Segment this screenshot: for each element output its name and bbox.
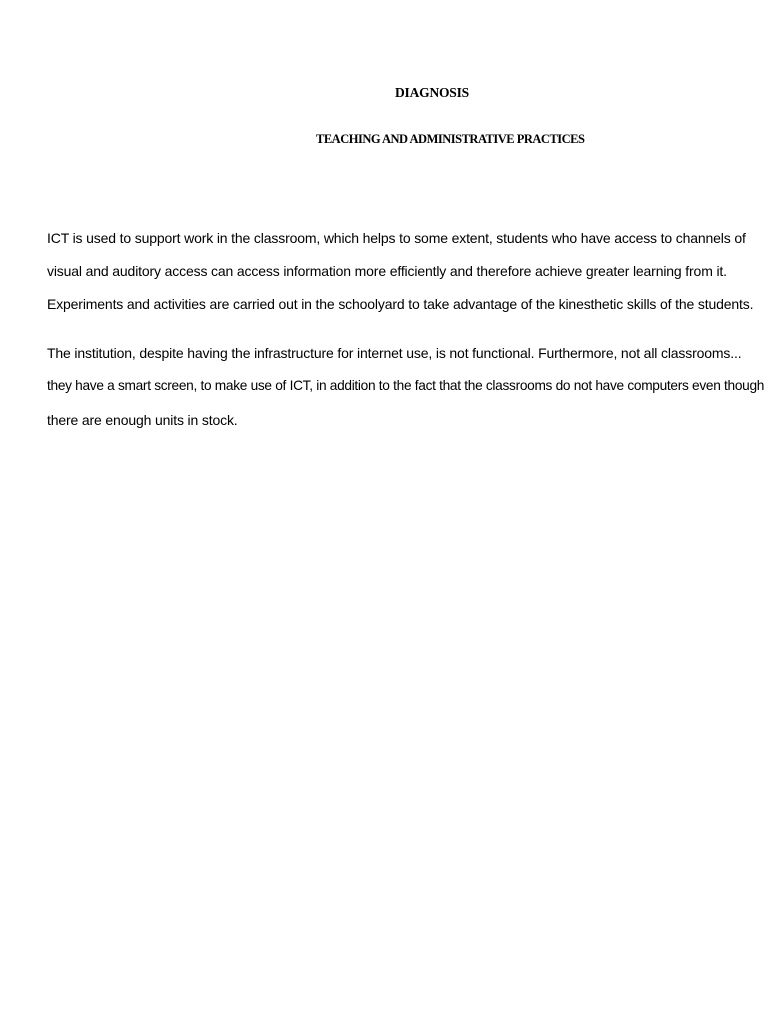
page-subtitle: TEACHING AND ADMINISTRATIVE PRACTICES (316, 132, 585, 146)
paragraph-line: they have a smart screen, to make use of ICT, in addition to the fact that the classrooms do not have computers even though (47, 378, 765, 393)
paragraph-line: ICT is used to support work in the classroom, which helps to some extent, students who have access to channels of (47, 230, 746, 246)
paragraph-line: there are enough units in stock. (47, 412, 238, 428)
paragraph-line: The institution, despite having the infrastructure for internet use, is not functional. Furthermore, not all classrooms... (47, 345, 742, 361)
paragraph-line: visual and auditory access can access information more efficiently and therefore achieve greater learning from it. (47, 263, 727, 279)
page-title: DIAGNOSIS (395, 85, 469, 100)
paragraph-line: Experiments and activities are carried out in the schoolyard to take advantage of the kinesthetic skills of the students. (47, 296, 754, 312)
